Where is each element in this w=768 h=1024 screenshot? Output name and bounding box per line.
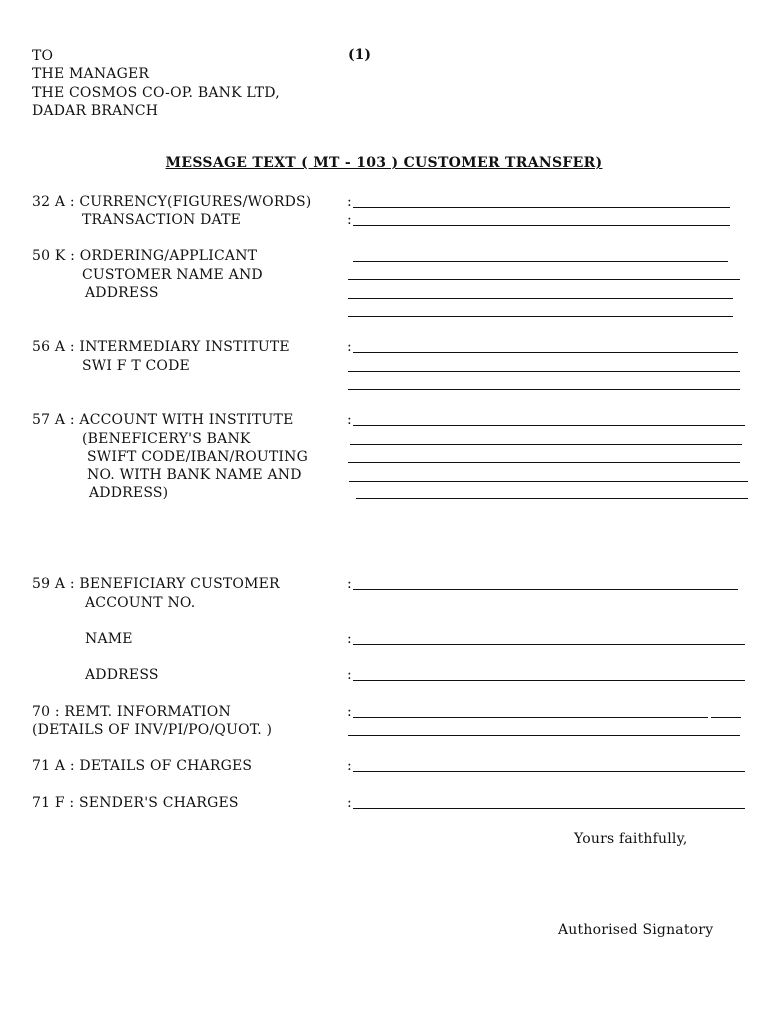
field-56a-label: 56 A : INTERMEDIARY INSTITUTE (32, 339, 290, 355)
field-70-label: 70 : REMT. INFORMATION (32, 704, 231, 720)
field-57a-label-3: SWIFT CODE/IBAN/ROUTING (87, 449, 308, 465)
field-50k-label-3: ADDRESS (85, 285, 159, 301)
field-50k-line-4[interactable] (348, 316, 733, 317)
field-32a-colon: : (347, 194, 352, 210)
signature-label: Authorised Signatory (558, 922, 714, 938)
field-59a-label: 59 A : BENEFICIARY CUSTOMER (32, 576, 280, 592)
field-71f-line[interactable] (353, 808, 745, 809)
field-70-line-1b[interactable] (711, 717, 741, 718)
field-71f-colon: : (347, 795, 352, 811)
field-59a-address-colon: : (347, 667, 352, 683)
field-71f-label: 71 F : SENDER'S CHARGES (32, 795, 239, 811)
field-71a-line[interactable] (353, 771, 745, 772)
addressee-to: TO (32, 48, 54, 64)
field-56a-label-2: SWI F T CODE (82, 358, 190, 374)
addressee-line-bank: THE COSMOS CO-OP. BANK LTD, (32, 85, 280, 101)
addressee-line-branch: DADAR BRANCH (32, 103, 159, 119)
field-70-line-1a[interactable] (353, 717, 708, 718)
field-59a-account-line[interactable] (353, 589, 738, 590)
field-57a-line-2[interactable] (350, 444, 742, 445)
field-59a-name-label: NAME (85, 631, 133, 647)
field-32a-date-line[interactable] (353, 225, 730, 226)
field-59a-name-line[interactable] (353, 644, 745, 645)
form-title: MESSAGE TEXT ( MT - 103 ) CUSTOMER TRANSFER) (165, 155, 603, 171)
page-number: (1) (348, 47, 371, 63)
field-50k-label-2: CUSTOMER NAME AND (82, 267, 263, 283)
field-32a-currency-line[interactable] (353, 207, 730, 208)
field-59a-label-2: ACCOUNT NO. (85, 595, 196, 611)
field-50k-label: 50 K : ORDERING/APPLICANT (32, 248, 258, 264)
field-59a-colon: : (347, 576, 352, 592)
field-57a-line-1[interactable] (353, 425, 745, 426)
field-70-colon: : (347, 704, 352, 720)
field-32a-colon-2: : (347, 212, 352, 228)
field-57a-line-3[interactable] (348, 462, 740, 463)
field-56a-line-3[interactable] (348, 389, 740, 390)
field-50k-line-1[interactable] (353, 261, 728, 262)
field-57a-colon: : (347, 412, 352, 428)
field-57a-label-5: ADDRESS) (89, 485, 169, 501)
field-71a-colon: : (347, 758, 352, 774)
field-50k-line-3[interactable] (348, 298, 733, 299)
field-56a-colon: : (347, 339, 352, 355)
field-59a-address-label: ADDRESS (85, 667, 159, 683)
field-71a-label: 71 A : DETAILS OF CHARGES (32, 758, 253, 774)
field-32a-label: 32 A : CURRENCY(FIGURES/WORDS) (32, 194, 312, 210)
field-50k-line-2[interactable] (348, 279, 740, 280)
field-59a-name-colon: : (347, 631, 352, 647)
field-57a-label-2: (BENEFICERY'S BANK (82, 431, 251, 447)
field-59a-address-line[interactable] (353, 680, 745, 681)
field-56a-line-1[interactable] (353, 352, 738, 353)
field-70-line-2[interactable] (348, 735, 740, 736)
field-56a-line-2[interactable] (348, 371, 740, 372)
addressee-line-manager: THE MANAGER (32, 66, 150, 82)
field-57a-label: 57 A : ACCOUNT WITH INSTITUTE (32, 412, 294, 428)
field-32a-label-2: TRANSACTION DATE (82, 212, 242, 228)
field-57a-line-4[interactable] (349, 481, 748, 482)
field-57a-line-5[interactable] (356, 498, 748, 499)
field-57a-label-4: NO. WITH BANK NAME AND (87, 467, 302, 483)
closing-text: Yours faithfully, (574, 831, 688, 847)
field-70-label-2: (DETAILS OF INV/PI/PO/QUOT. ) (32, 722, 273, 738)
